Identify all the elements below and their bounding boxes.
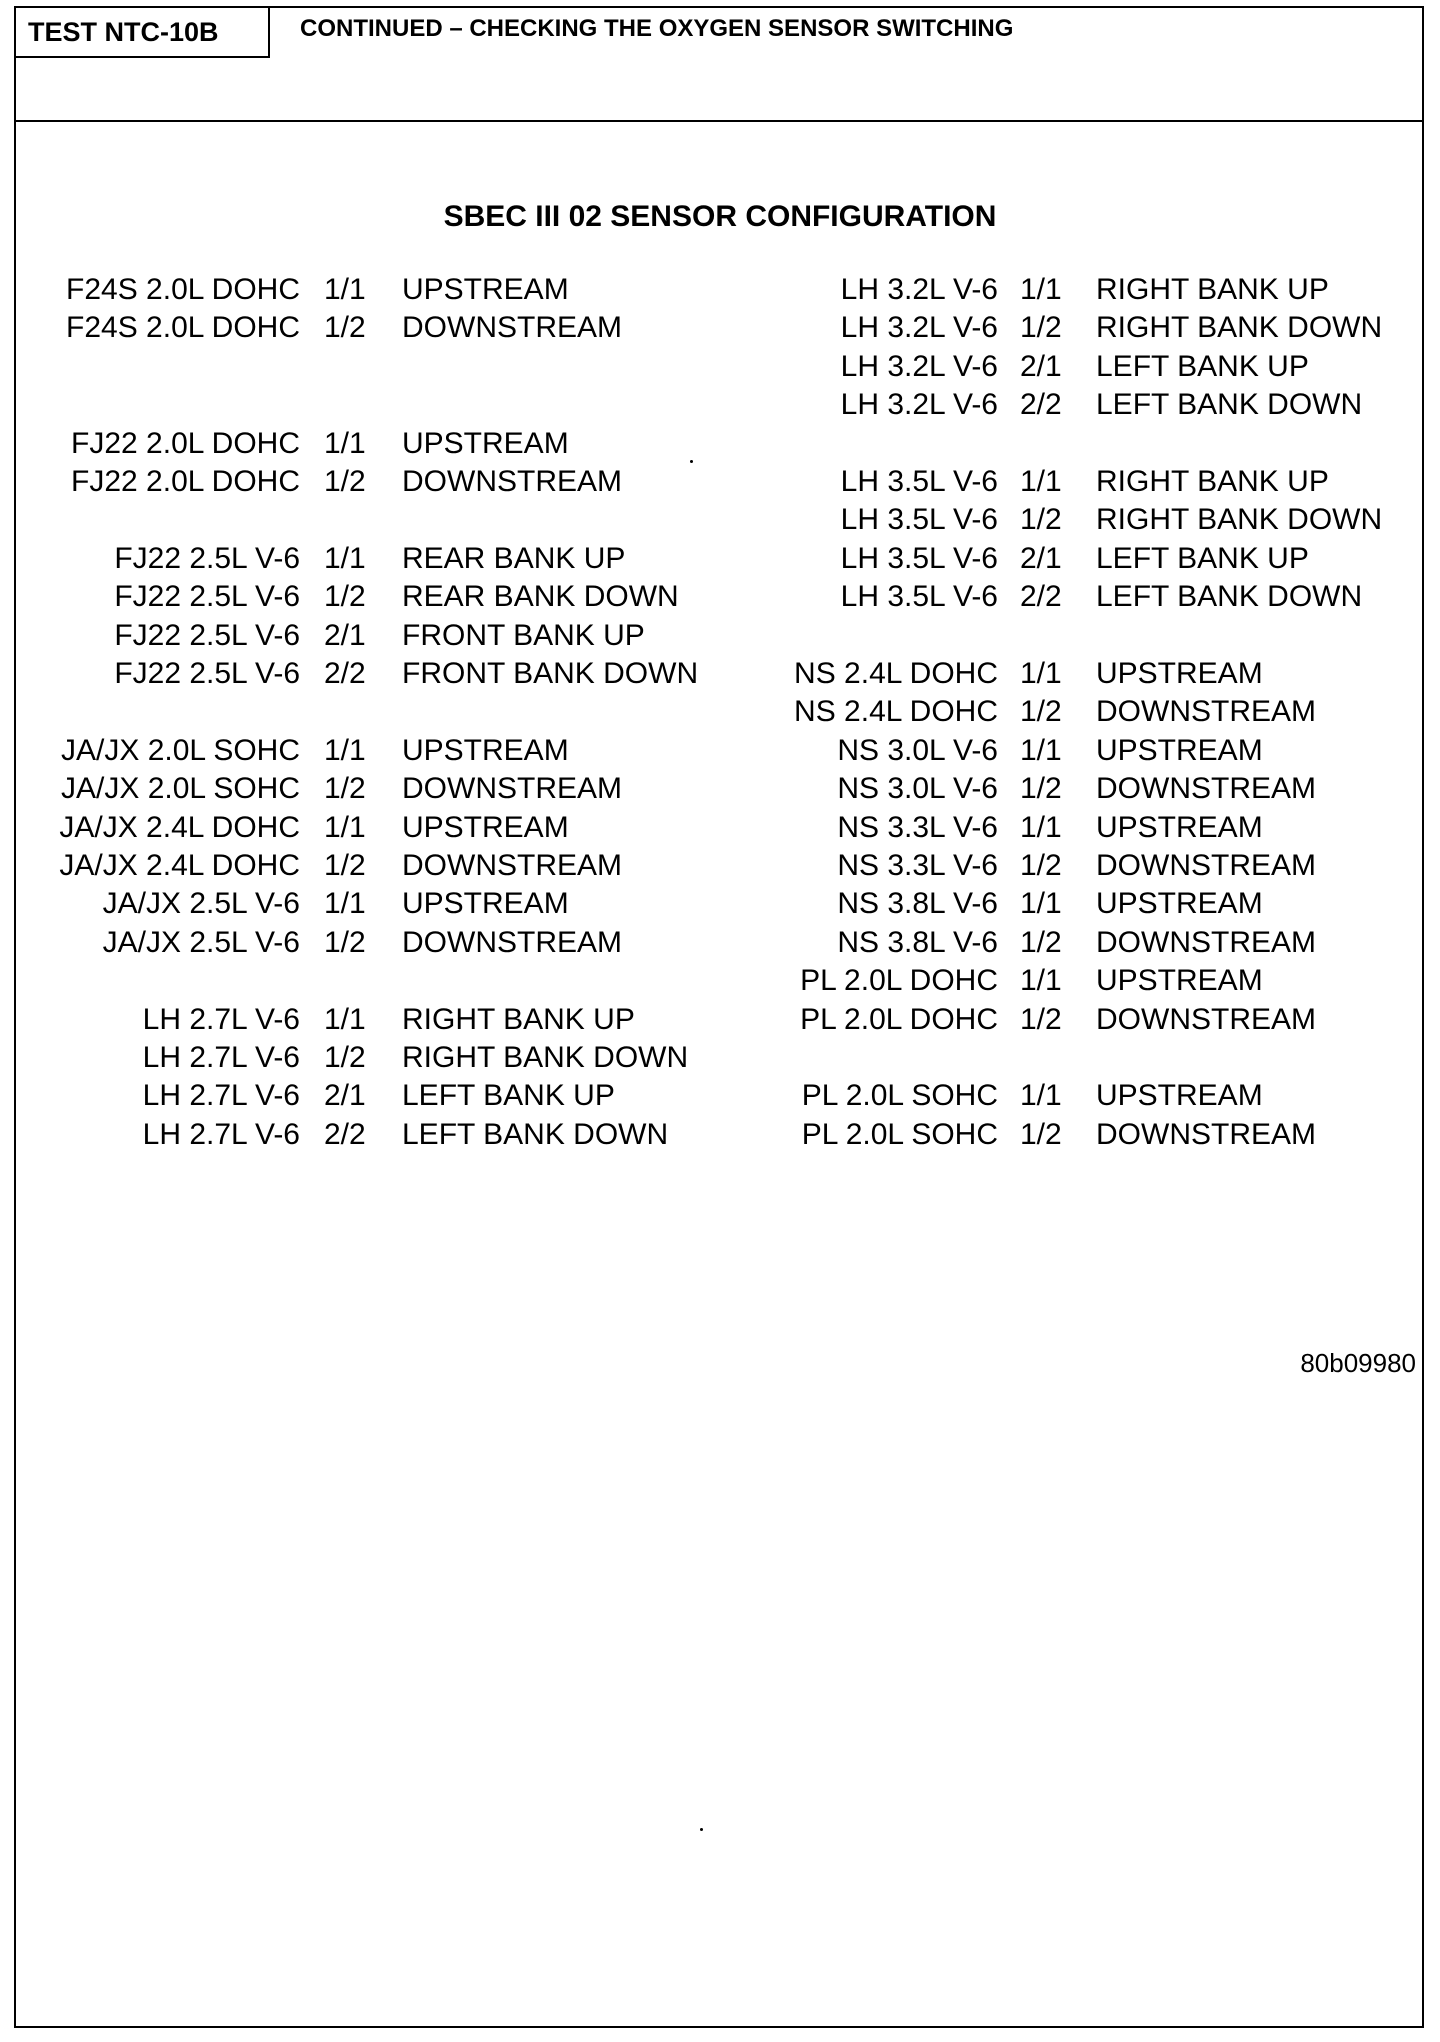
- engine-label: LH 3.2L V-6: [840, 349, 998, 383]
- sensor-location: DOWNSTREAM: [1096, 849, 1316, 882]
- sensor-position: 1/2: [1020, 925, 1062, 959]
- table-row: [0, 924, 1440, 962]
- sensor-location: RIGHT BANK DOWN: [402, 1041, 689, 1074]
- engine-label: NS 3.8L V-6: [837, 887, 998, 921]
- sensor-position: 1/1: [1020, 964, 1062, 998]
- sensor-location: RIGHT BANK DOWN: [1096, 503, 1383, 537]
- table-row: [0, 847, 1440, 885]
- sensor-location: DOWNSTREAM: [1096, 925, 1316, 959]
- scan-speck: [700, 1828, 703, 1831]
- engine-label: NS 3.3L V-6: [837, 810, 998, 844]
- sensor-position: 1/1: [1020, 733, 1062, 767]
- sensor-location: DOWNSTREAM: [402, 772, 622, 806]
- table-row: [0, 1001, 1440, 1039]
- sensor-location: FRONT BANK DOWN: [402, 657, 699, 690]
- engine-label: FJ22 2.5L V-6: [114, 541, 300, 575]
- engine-label: JA/JX 2.5L V-6: [102, 887, 300, 921]
- scan-speck: [690, 460, 693, 463]
- sensor-position: 2/2: [324, 1117, 366, 1151]
- table-row: [0, 693, 1440, 731]
- sensor-position: 1/2: [324, 1041, 366, 1074]
- sensor-location: UPSTREAM: [1096, 1079, 1263, 1113]
- engine-label: F24S 2.0L DOHC: [66, 311, 300, 345]
- sensor-position: 1/1: [1020, 887, 1062, 921]
- sensor-location: DOWNSTREAM: [1096, 1002, 1316, 1036]
- engine-label: PL 2.0L DOHC: [800, 964, 998, 998]
- sensor-position: 1/2: [324, 925, 366, 959]
- sensor-position: 1/2: [324, 772, 366, 806]
- sensor-location: REAR BANK DOWN: [402, 580, 679, 614]
- sensor-position: 1/2: [324, 465, 366, 498]
- sensor-location: DOWNSTREAM: [1096, 695, 1316, 729]
- engine-label: JA/JX 2.0L SOHC: [61, 772, 300, 806]
- engine-label: FJ22 2.5L V-6: [114, 580, 300, 614]
- engine-label: PL 2.0L SOHC: [801, 1117, 998, 1151]
- sensor-position: 1/1: [324, 426, 366, 460]
- engine-label: LH 3.5L V-6: [840, 465, 998, 498]
- sensor-location: LEFT BANK DOWN: [1096, 580, 1363, 614]
- engine-label: NS 3.0L V-6: [837, 733, 998, 767]
- sensor-location: UPSTREAM: [1096, 810, 1263, 844]
- sensor-position: 1/2: [1020, 849, 1062, 882]
- sensor-location: LEFT BANK UP: [1096, 541, 1309, 575]
- sensor-location: DOWNSTREAM: [402, 311, 622, 345]
- sensor-position: 1/2: [1020, 1117, 1062, 1151]
- engine-label: NS 3.0L V-6: [837, 772, 998, 806]
- table-row: [0, 271, 1440, 309]
- table-row: [0, 1116, 1440, 1154]
- sensor-location: UPSTREAM: [402, 733, 569, 767]
- engine-label: FJ22 2.0L DOHC: [71, 465, 300, 498]
- sensor-location: RIGHT BANK DOWN: [1096, 311, 1383, 345]
- table-row: [0, 1077, 1440, 1115]
- sensor-position: 1/2: [1020, 311, 1062, 345]
- engine-label: FJ22 2.5L V-6: [114, 657, 300, 690]
- engine-label: NS 3.8L V-6: [837, 925, 998, 959]
- sensor-position: 1/2: [1020, 503, 1062, 537]
- table-row: [0, 1039, 1440, 1077]
- table-row: [0, 309, 1440, 347]
- sensor-position: 1/2: [1020, 1002, 1062, 1036]
- engine-label: LH 2.7L V-6: [142, 1041, 300, 1074]
- sensor-location: LEFT BANK UP: [402, 1079, 615, 1113]
- engine-label: NS 2.4L DOHC: [794, 695, 998, 729]
- table-row: [0, 809, 1440, 847]
- sensor-location: UPSTREAM: [402, 887, 569, 921]
- sensor-position: 1/1: [324, 810, 366, 844]
- sensor-location: LEFT BANK DOWN: [402, 1117, 669, 1151]
- table-row: [0, 655, 1440, 693]
- sensor-location: UPSTREAM: [402, 273, 569, 306]
- sensor-location: DOWNSTREAM: [402, 925, 622, 959]
- sensor-position: 1/1: [324, 887, 366, 921]
- test-id-label: TEST NTC-10B: [14, 6, 270, 58]
- table-row: [0, 540, 1440, 578]
- engine-label: JA/JX 2.5L V-6: [102, 925, 300, 959]
- sensor-location: UPSTREAM: [402, 810, 569, 844]
- engine-label: LH 3.5L V-6: [840, 580, 998, 614]
- engine-label: LH 2.7L V-6: [142, 1117, 300, 1151]
- sensor-position: 1/1: [324, 541, 366, 575]
- sensor-location: DOWNSTREAM: [1096, 772, 1316, 806]
- sensor-location: LEFT BANK UP: [1096, 349, 1309, 383]
- sensor-location: REAR BANK UP: [402, 541, 626, 575]
- sensor-location: RIGHT BANK UP: [1096, 465, 1329, 498]
- sensor-position: 1/1: [1020, 1079, 1062, 1113]
- sensor-position: 1/1: [324, 273, 366, 306]
- sensor-position: 1/2: [1020, 695, 1062, 729]
- sensor-location: RIGHT BANK UP: [402, 1002, 635, 1036]
- header-divider: [14, 120, 1424, 122]
- test-description: CONTINUED – CHECKING THE OXYGEN SENSOR SWITCHING: [300, 15, 1014, 42]
- sensor-position: 1/1: [324, 733, 366, 767]
- sensor-position: 1/2: [324, 311, 366, 345]
- engine-label: JA/JX 2.4L DOHC: [59, 849, 300, 882]
- engine-label: LH 2.7L V-6: [142, 1002, 300, 1036]
- sensor-position: 1/1: [1020, 465, 1062, 498]
- sensor-position: 1/1: [1020, 657, 1062, 690]
- engine-label: NS 3.3L V-6: [837, 849, 998, 882]
- sensor-position: 2/1: [1020, 349, 1062, 383]
- sensor-location: LEFT BANK DOWN: [1096, 388, 1363, 422]
- table-row: [0, 463, 1440, 501]
- table-row: [0, 885, 1440, 923]
- engine-label: LH 3.2L V-6: [840, 273, 998, 306]
- table-row: [0, 578, 1440, 616]
- sensor-position: 2/1: [324, 1079, 366, 1113]
- sensor-position: 1/2: [324, 849, 366, 882]
- engine-label: NS 2.4L DOHC: [794, 657, 998, 690]
- sensor-location: FRONT BANK UP: [402, 618, 645, 652]
- sensor-location: UPSTREAM: [1096, 964, 1263, 998]
- engine-label: LH 3.2L V-6: [840, 311, 998, 345]
- sensor-position: 1/1: [1020, 273, 1062, 306]
- sensor-position: 1/2: [324, 580, 366, 614]
- sensor-location: UPSTREAM: [402, 426, 569, 460]
- table-row: [0, 501, 1440, 539]
- engine-label: PL 2.0L DOHC: [800, 1002, 998, 1036]
- sensor-position: 1/1: [324, 1002, 366, 1036]
- sensor-location: DOWNSTREAM: [402, 465, 622, 498]
- table-row: [0, 425, 1440, 463]
- sensor-position: 2/1: [324, 618, 366, 652]
- engine-label: JA/JX 2.0L SOHC: [61, 733, 300, 767]
- engine-label: LH 2.7L V-6: [142, 1079, 300, 1113]
- engine-label: LH 3.2L V-6: [840, 388, 998, 422]
- sensor-position: 2/2: [324, 657, 366, 690]
- table-row: [0, 348, 1440, 386]
- table-row: [0, 732, 1440, 770]
- engine-label: FJ22 2.0L DOHC: [71, 426, 300, 460]
- sensor-location: RIGHT BANK UP: [1096, 273, 1329, 306]
- engine-label: LH 3.5L V-6: [840, 541, 998, 575]
- sensor-position: 2/2: [1020, 388, 1062, 422]
- engine-label: LH 3.5L V-6: [840, 503, 998, 537]
- sensor-position: 2/1: [1020, 541, 1062, 575]
- engine-label: JA/JX 2.4L DOHC: [59, 810, 300, 844]
- engine-label: FJ22 2.5L V-6: [114, 618, 300, 652]
- sensor-location: UPSTREAM: [1096, 657, 1263, 690]
- sensor-position: 2/2: [1020, 580, 1062, 614]
- sensor-position: 1/1: [1020, 810, 1062, 844]
- section-title: SBEC III 02 SENSOR CONFIGURATION: [443, 200, 997, 233]
- table-row: [0, 962, 1440, 1000]
- engine-label: F24S 2.0L DOHC: [66, 273, 300, 306]
- sensor-location: UPSTREAM: [1096, 887, 1263, 921]
- table-row: [0, 386, 1440, 424]
- figure-id: 80b09980: [1300, 1348, 1416, 1378]
- table-row: [0, 617, 1440, 655]
- sensor-location: DOWNSTREAM: [402, 849, 622, 882]
- sensor-position: 1/2: [1020, 772, 1062, 806]
- sensor-location: UPSTREAM: [1096, 733, 1263, 767]
- table-row: [0, 770, 1440, 808]
- engine-label: PL 2.0L SOHC: [801, 1079, 998, 1113]
- sensor-location: DOWNSTREAM: [1096, 1117, 1316, 1151]
